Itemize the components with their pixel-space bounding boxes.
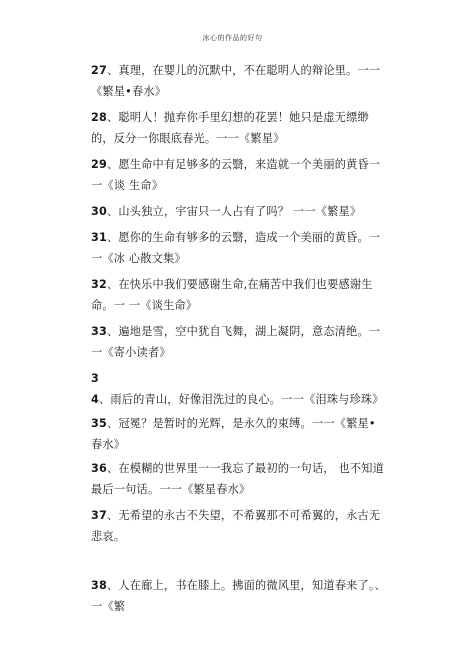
quote-33 (91, 321, 387, 363)
page-header: 冰心的作品的好句 (202, 34, 263, 42)
quote-27 (91, 60, 387, 102)
quote-31 (91, 227, 387, 269)
quote-list (91, 60, 387, 622)
quote-29 (91, 154, 387, 196)
quote-number: 27 (91, 64, 107, 77)
quote-number: 30 (91, 205, 107, 218)
quote-text: 、在快乐中我们要感谢生命,在痛苦中我们也要感谢生命。一 一《谈生命》 (91, 278, 373, 312)
quote-text: 、真理，在婴儿的沉默中，不在聪明人的辩论里。一一《繁星•春水》 (91, 64, 381, 98)
quote-text: 、愿生命中有足够多的云翳，来造就一个美丽的黄昏一一《谈 生命》 (91, 158, 381, 192)
quote-text: 、人在廊上，书在膝上。拂面的微风里，知道春来了。、一《繁 (91, 579, 387, 613)
quote-number: 33 (91, 325, 107, 338)
quote-37 (91, 505, 387, 547)
quote-number: 34 (91, 372, 99, 406)
quote-35 (91, 413, 387, 455)
quote-30 (91, 201, 387, 222)
quote-32 (91, 274, 387, 316)
quote-text: 、冠冕？是暂时的光辉，是永久的束缚。一一《繁星•春水》 (91, 417, 376, 451)
quote-number: 35 (91, 417, 107, 430)
quote-28 (91, 107, 387, 149)
quote-number: 31 (91, 231, 107, 244)
quote-36 (91, 458, 387, 500)
quote-number: 29 (91, 158, 107, 171)
quote-number: 37 (91, 509, 107, 522)
quote-number: 32 (91, 278, 107, 291)
quote-34 (91, 368, 387, 410)
quote-text: 、雨后的青山，好像泪洗过的良心。一一《泪珠与珍珠》 (98, 393, 384, 406)
quote-number: 38 (91, 579, 107, 592)
quote-text: 、愿你的生命有够多的云翳，造成一个美丽的黄昏。一一《冰 心散文集》 (91, 231, 381, 265)
quote-number: 28 (91, 111, 107, 124)
quote-text: 、在模糊的世界里一一我忘了最初的一句话， 也不知道最后一句话。一一《繁星春水》 (91, 462, 385, 496)
quote-number: 36 (91, 462, 107, 475)
quote-text: 、聪明人！抛弃你手里幻想的花罢！她只是虚无缥缈的，反分一你眼底春光。一一《繁星》 (91, 111, 369, 145)
quote-text: 、山头独立，宇宙只一人占有了吗？ 一一《繁星》 (106, 205, 362, 218)
quote-text: 、遍地是雪，空中犹自飞舞，湖上凝阴，意态清绝。一一《寄小读者》 (91, 325, 381, 359)
quote-38 (91, 575, 387, 617)
quote-text: 、无希望的永古不失望，不希翼那不可希翼的，永古无悲哀。 (91, 509, 381, 543)
